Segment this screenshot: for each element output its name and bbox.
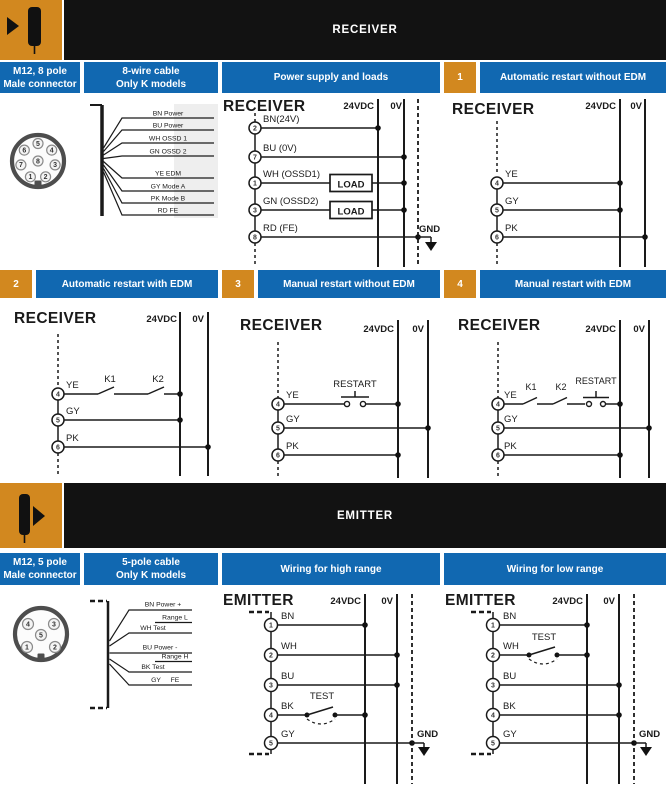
wire-label-bu-power: BU Power -	[142, 644, 178, 652]
connector-pin-5	[33, 139, 43, 149]
row-bn-24v	[249, 114, 381, 134]
connector-key-notch	[35, 181, 42, 188]
svg-text:GY: GY	[504, 414, 518, 425]
connector-key-notch	[38, 654, 45, 661]
svg-text:3: 3	[52, 621, 56, 629]
restart-button-label: RESTART	[333, 379, 377, 390]
svg-text:1: 1	[269, 622, 273, 630]
svg-text:1: 1	[25, 644, 29, 652]
svg-text:YE: YE	[504, 390, 517, 401]
connector-pin-8	[33, 156, 43, 166]
diagram-title: RECEIVER	[452, 101, 535, 118]
number-3-label: 3	[235, 278, 241, 290]
receiver-light-curtain-icon	[0, 0, 62, 60]
wiring-diagram-high-range	[222, 588, 444, 800]
svg-text:YE: YE	[505, 169, 518, 180]
header-number-3	[222, 270, 254, 298]
wiring-diagram-auto-restart-no-edm	[444, 95, 666, 273]
header-number-1	[444, 62, 476, 93]
wire-label-bk-test: BK Test	[141, 664, 165, 671]
rail-24vdc-label: 24VDC	[585, 324, 616, 335]
svg-text:GY: GY	[503, 729, 517, 740]
k2-contact-label: K2	[152, 374, 164, 385]
svg-text:4: 4	[49, 147, 54, 155]
svg-text:3: 3	[53, 162, 58, 170]
header-wiring-low-range	[444, 553, 666, 585]
rail-0v-label: 0V	[192, 314, 204, 325]
svg-text:WH: WH	[503, 641, 519, 652]
restart-pushbutton	[583, 391, 609, 407]
row-pk	[492, 441, 623, 461]
header-high-range-label: Wiring for high range	[280, 563, 382, 575]
gnd-label: GND	[639, 729, 661, 740]
header-auto-edm-label: Automatic restart with EDM	[61, 278, 193, 290]
svg-text:PK: PK	[66, 433, 79, 444]
row-gy	[491, 196, 623, 216]
header-emitter-cable	[84, 553, 218, 585]
wire-note-range-l: Range L	[162, 614, 188, 622]
emitter-light-curtain-icon	[0, 483, 62, 548]
svg-text:8: 8	[36, 158, 40, 166]
svg-text:BN: BN	[281, 611, 295, 622]
connector-pin-1	[22, 642, 33, 653]
header-number-4	[444, 270, 476, 298]
test-switch	[527, 647, 560, 664]
svg-text:7: 7	[253, 154, 257, 162]
header-cable-line2: Only K models	[115, 78, 186, 90]
diagram-title: RECEIVER	[223, 98, 306, 115]
header-manual-no-edm-label: Manual restart without EDM	[283, 278, 415, 290]
row-wh-ossd1	[249, 169, 407, 192]
header-cable-line1: 8-wire cable	[122, 65, 180, 77]
row-ye-restart	[272, 379, 401, 410]
row-bu	[265, 671, 400, 692]
restart-button-label: RESTART	[575, 376, 617, 386]
svg-text:BN: BN	[503, 611, 517, 622]
svg-text:6: 6	[22, 147, 27, 155]
k1-contact-label: K1	[104, 374, 116, 385]
svg-text:BN(24V): BN(24V)	[263, 114, 300, 125]
wire-label-wh-test: WH Test	[140, 625, 166, 632]
header-ecable-line1: 5-pole cable	[122, 557, 180, 568]
svg-text:2: 2	[43, 174, 48, 182]
svg-text:4: 4	[495, 180, 499, 188]
number-1-label: 1	[457, 72, 463, 83]
connector-pin-2	[41, 172, 51, 182]
svg-text:5: 5	[495, 207, 499, 215]
receiver-section-banner	[64, 0, 666, 60]
m12-5pole-connector-diagram	[8, 601, 74, 671]
wire-label-bu: BU Power	[152, 122, 184, 130]
svg-text:5: 5	[36, 140, 40, 148]
svg-text:GN (OSSD2): GN (OSSD2)	[263, 196, 319, 207]
wire-label-gn: GN OSSD 2	[149, 148, 187, 156]
rail-24vdc-label: 24VDC	[343, 101, 374, 112]
wiring-diagram-auto-restart-edm	[0, 300, 222, 480]
svg-text:3: 3	[491, 682, 495, 690]
row-wh-test	[487, 632, 590, 664]
emitter-cable-fanout-diagram	[85, 593, 220, 718]
svg-text:GY: GY	[286, 414, 300, 425]
header-receiver-connector	[0, 62, 80, 93]
svg-text:WH (OSSD1): WH (OSSD1)	[263, 169, 320, 180]
diagram-title: RECEIVER	[458, 317, 541, 334]
rail-0v-label: 0V	[390, 101, 402, 112]
row-bk	[487, 701, 622, 722]
connector-pin-2	[50, 642, 61, 653]
svg-text:3: 3	[253, 207, 257, 215]
rail-0v-label: 0V	[603, 596, 615, 607]
row-bu	[487, 671, 622, 692]
rail-0v-label: 0V	[630, 101, 642, 112]
m12-8pole-connector-diagram	[4, 128, 72, 198]
ground-arrow-icon	[425, 242, 437, 251]
row-gy	[492, 414, 652, 434]
svg-text:1: 1	[491, 622, 495, 630]
svg-text:YE: YE	[66, 380, 79, 391]
svg-text:6: 6	[56, 444, 60, 452]
receiver-icon-tile	[0, 0, 62, 60]
diagram-title: EMITTER	[445, 592, 516, 609]
header-connector-line1: M12, 8 pole	[13, 65, 67, 77]
test-switch-label: TEST	[309, 691, 335, 702]
svg-text:6: 6	[495, 234, 499, 242]
connector-pin-3	[49, 619, 60, 630]
svg-text:6: 6	[496, 452, 500, 460]
k1-nc-contact	[98, 387, 114, 394]
row-bn	[487, 611, 590, 632]
svg-text:2: 2	[269, 652, 273, 660]
rail-0v-label: 0V	[633, 324, 645, 335]
svg-text:PK: PK	[286, 441, 299, 452]
wiring-diagram-power-supply	[222, 95, 444, 273]
emitter-section-banner	[64, 483, 666, 548]
svg-text:4: 4	[269, 712, 273, 720]
wire-label-gy: GY Mode A	[150, 183, 186, 191]
svg-text:6: 6	[276, 452, 280, 460]
header-number-2	[0, 270, 32, 298]
load-label-1: LOAD	[337, 179, 365, 191]
row-bk-test	[265, 691, 368, 724]
header-wiring-high-range	[222, 553, 440, 585]
wiring-diagram-low-range	[444, 588, 666, 800]
row-bn	[265, 611, 368, 632]
wire-label-bn-power: BN Power +	[144, 601, 182, 609]
k1-nc-contact	[523, 398, 537, 405]
svg-text:PK: PK	[504, 441, 517, 452]
ground-arrow-icon	[640, 747, 652, 756]
rail-24vdc-label: 24VDC	[552, 596, 583, 607]
svg-text:RD (FE): RD (FE)	[263, 223, 298, 234]
gnd-label: GND	[419, 224, 441, 235]
wire-label-fe: FE	[170, 677, 180, 684]
svg-text:4: 4	[26, 621, 30, 629]
wire-label-rd: RD FE	[157, 207, 179, 215]
header-manual-restart-edm	[480, 270, 666, 298]
svg-text:5: 5	[276, 425, 280, 433]
header-auto-restart-edm	[36, 270, 218, 298]
svg-text:5: 5	[496, 425, 500, 433]
svg-text:5: 5	[491, 740, 495, 748]
ground-arrow-icon	[418, 747, 430, 756]
test-switch	[305, 707, 338, 724]
rail-24vdc-label: 24VDC	[363, 324, 394, 335]
k2-nc-contact	[148, 387, 164, 394]
wire-note-range-h: Range H	[161, 653, 189, 661]
svg-text:4: 4	[276, 401, 280, 409]
emitter-banner-label: EMITTER	[336, 509, 394, 522]
row-gn-ossd2	[249, 196, 407, 219]
receiver-cable-fanout-diagram	[88, 100, 220, 222]
number-2-label: 2	[13, 278, 19, 290]
connector-pin-4	[23, 619, 34, 630]
row-rd-fe	[249, 223, 440, 251]
svg-text:5: 5	[56, 417, 60, 425]
svg-text:2: 2	[53, 644, 57, 652]
row-gy	[272, 414, 431, 434]
svg-text:4: 4	[56, 391, 60, 399]
row-ye	[491, 169, 623, 189]
header-auto-no-edm-label: Automatic restart without EDM	[499, 72, 647, 83]
connector-pin-3	[50, 160, 60, 170]
svg-text:BK: BK	[503, 701, 516, 712]
wire-label-ye: YE EDM	[154, 170, 182, 178]
svg-text:BU: BU	[281, 671, 295, 682]
k2-contact-label: K2	[555, 382, 567, 392]
wire-label-bn: BN Power	[152, 110, 184, 118]
svg-text:GY: GY	[66, 406, 80, 417]
k1-contact-label: K1	[525, 382, 537, 392]
row-gy	[52, 406, 183, 426]
row-pk	[52, 433, 211, 453]
header-power-supply	[222, 62, 440, 93]
row-ye-k1-k2	[52, 374, 183, 400]
wire-label-pk: PK Mode B	[150, 195, 186, 203]
header-low-range-label: Wiring for low range	[506, 563, 604, 575]
receiver-banner-label: RECEIVER	[332, 24, 398, 36]
load-label-2: LOAD	[337, 206, 365, 218]
test-switch-label: TEST	[531, 632, 557, 643]
svg-text:5: 5	[39, 632, 43, 640]
svg-text:2: 2	[253, 125, 257, 133]
rail-24vdc-label: 24VDC	[330, 596, 361, 607]
diagram-title: EMITTER	[223, 592, 294, 609]
diagram-title: RECEIVER	[14, 310, 97, 327]
header-econnector-line1: M12, 5 pole	[13, 557, 67, 568]
svg-text:BU (0V): BU (0V)	[263, 143, 297, 154]
row-pk	[491, 223, 648, 243]
emitter-icon-tile	[0, 483, 62, 548]
connector-pin-1	[25, 172, 35, 182]
row-bu-0v	[249, 143, 407, 163]
svg-text:4: 4	[491, 712, 495, 720]
wire-label-gy: GY	[151, 677, 161, 684]
connector-pin-7	[16, 160, 26, 170]
wiring-diagram-manual-restart-edm	[444, 300, 666, 480]
rail-24vdc-label: 24VDC	[585, 101, 616, 112]
connector-pin-4	[47, 145, 57, 155]
svg-text:1: 1	[253, 180, 257, 188]
row-ye-k1-k2-restart	[492, 376, 623, 410]
svg-text:GY: GY	[281, 729, 295, 740]
svg-text:1: 1	[28, 174, 33, 182]
svg-text:3: 3	[269, 682, 273, 690]
svg-text:2: 2	[491, 652, 495, 660]
header-connector-line2: Male connector	[3, 78, 77, 90]
svg-text:YE: YE	[286, 390, 299, 401]
header-econnector-line2: Male connector	[3, 570, 77, 581]
header-receiver-cable	[84, 62, 218, 93]
svg-text:GY: GY	[505, 196, 519, 207]
number-4-label: 4	[457, 278, 463, 290]
row-pk	[272, 441, 401, 461]
svg-text:5: 5	[269, 740, 273, 748]
k2-nc-contact	[553, 398, 567, 405]
rail-24vdc-label: 24VDC	[146, 314, 177, 325]
restart-pushbutton	[341, 391, 369, 407]
connector-pin-6	[19, 145, 29, 155]
header-manual-restart-no-edm	[258, 270, 440, 298]
row-wh	[265, 641, 400, 662]
svg-text:BK: BK	[281, 701, 294, 712]
rail-0v-label: 0V	[412, 324, 424, 335]
svg-text:WH: WH	[281, 641, 297, 652]
header-manual-edm-label: Manual restart with EDM	[514, 278, 632, 290]
gnd-label: GND	[417, 729, 439, 740]
svg-text:BU: BU	[503, 671, 517, 682]
header-auto-restart-no-edm	[480, 62, 666, 93]
svg-text:7: 7	[18, 162, 23, 170]
svg-text:PK: PK	[505, 223, 518, 234]
header-ecable-line2: Only K models	[115, 570, 186, 581]
header-emitter-connector	[0, 553, 80, 585]
svg-text:4: 4	[496, 401, 500, 409]
wire-label-wh: WH OSSD 1	[148, 135, 188, 143]
wiring-diagram-manual-restart-no-edm	[222, 300, 444, 480]
svg-text:8: 8	[253, 234, 257, 242]
header-power-label: Power supply and loads	[273, 72, 389, 83]
diagram-title: RECEIVER	[240, 317, 323, 334]
connector-pin-5	[36, 630, 47, 641]
rail-0v-label: 0V	[381, 596, 393, 607]
